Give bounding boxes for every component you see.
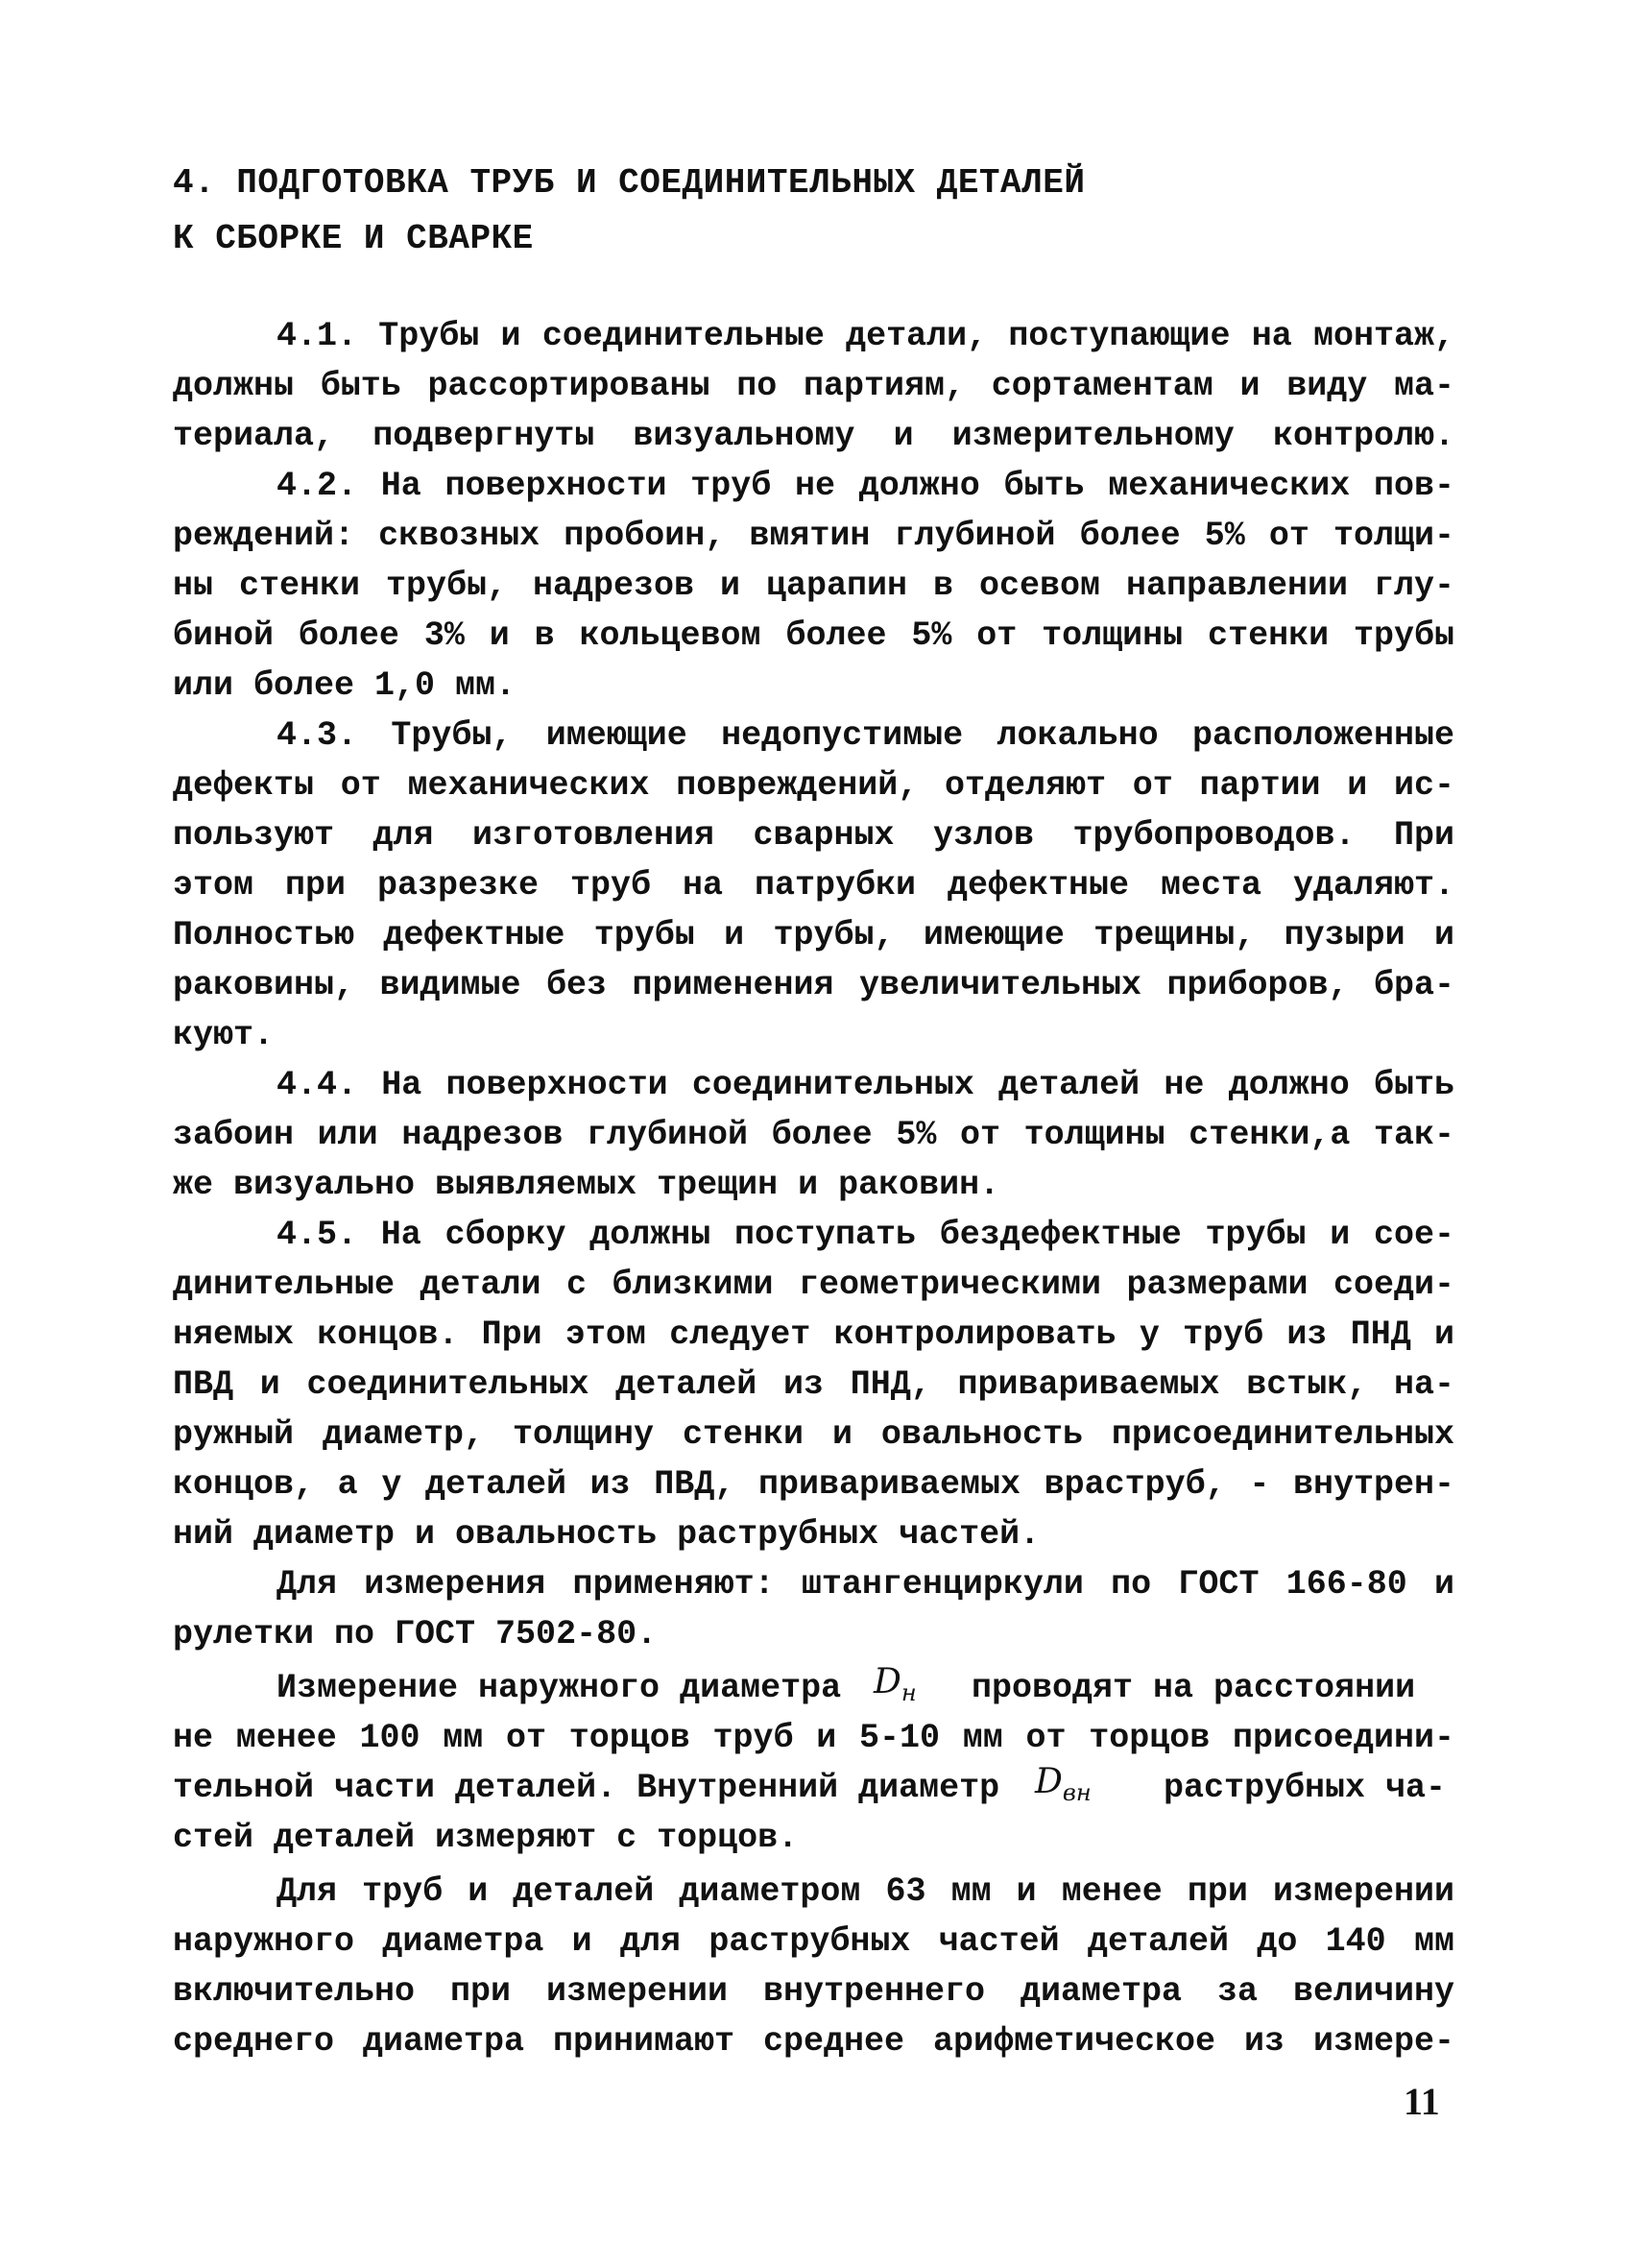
text-line: териала, подвергнуты визуальному и измерительному контролю. bbox=[173, 417, 1454, 455]
text-line: дефекты от механических повреждений, отделяют от партии и ис- bbox=[173, 766, 1454, 805]
text-line: не менее 100 мм от торцов труб и 5-10 мм от торцов присоедини- bbox=[173, 1719, 1454, 1757]
text-line: няемых концов. При этом следует контролировать у труб из ПНД и bbox=[173, 1315, 1454, 1354]
text-line: же визуально выявляемых трещин и раковин. bbox=[173, 1166, 1000, 1204]
text-line: куют. bbox=[173, 1016, 275, 1054]
text-line: ПВД и соединительных деталей из ПНД, привариваемых встык, на- bbox=[173, 1365, 1454, 1404]
text-line: биной более 3% и в кольцевом более 5% от толщины стенки трубы bbox=[173, 616, 1454, 655]
text-line: включительно при измерении внутреннего диаметра за величину bbox=[173, 1972, 1454, 2011]
symbol-subscript: н bbox=[901, 1679, 917, 1707]
outer-diameter-symbol bbox=[874, 1663, 917, 1712]
text-line bbox=[173, 1769, 999, 1807]
text-line bbox=[972, 1669, 1415, 1707]
symbol-subscript: вн bbox=[1062, 1779, 1092, 1807]
text-line: наружного диаметра и для раструбных частей деталей до 140 мм bbox=[173, 1922, 1454, 1961]
text-line: Для измерения применяют: штангенциркули по ГОСТ 166-80 и bbox=[276, 1565, 1454, 1604]
text-line: ружный диаметр, толщину стенки и овальность присоединительных bbox=[173, 1415, 1454, 1454]
text-line: 4.3. Трубы, имеющие недопустимые локально расположенные bbox=[276, 716, 1454, 755]
inner-diameter-symbol bbox=[1035, 1763, 1092, 1812]
section-heading-line-1: 4. ПОДГОТОВКА ТРУБ И СОЕДИНИТЕЛЬНЫХ ДЕТАЛЕЙ bbox=[173, 163, 1086, 203]
section-heading-line-2: К СБОРКЕ И СВАРКЕ bbox=[173, 219, 534, 258]
text-line: пользуют для изготовления сварных узлов трубопроводов. При bbox=[173, 816, 1454, 855]
text-line: динительные детали с близкими геометрическими размерами соеди- bbox=[173, 1266, 1454, 1304]
text-fragment: раструбных ча- bbox=[1164, 1769, 1447, 1807]
text-fragment: проводят на расстоянии bbox=[972, 1669, 1416, 1707]
text-line: забоин или надрезов глубиной более 5% от толщины стенки,а так- bbox=[173, 1116, 1454, 1154]
text-line: 4.1. Трубы и соединительные детали, поступающие на монтаж, bbox=[276, 317, 1454, 355]
text-line: ны стенки трубы, надрезов и царапин в осевом направлении глу- bbox=[173, 567, 1454, 605]
text-line: 4.4. На поверхности соединительных деталей не должно быть bbox=[276, 1066, 1454, 1104]
text-line: 4.2. На поверхности труб не должно быть механических пов- bbox=[276, 467, 1454, 505]
text-line: Для труб и деталей диаметром 63 мм и менее при измерении bbox=[276, 1872, 1454, 1911]
text-line: концов, а у деталей из ПВД, привариваемых враструб, - внутрен- bbox=[173, 1465, 1454, 1504]
text-line: должны быть рассортированы по партиям, сортаментам и виду ма- bbox=[173, 367, 1454, 405]
text-line: 4.5. На сборку должны поступать бездефектные трубы и сое- bbox=[276, 1216, 1454, 1254]
text-line bbox=[276, 1669, 841, 1707]
symbol-letter: D bbox=[1035, 1762, 1063, 1801]
text-fragment: Измерение наружного диаметра bbox=[276, 1669, 842, 1707]
text-line: или более 1,0 мм. bbox=[173, 666, 516, 705]
text-fragment: тельной части деталей. Внутренний диаметр bbox=[173, 1769, 1000, 1807]
text-line: реждений: сквозных пробоин, вмятин глубиной более 5% от толщи- bbox=[173, 517, 1454, 555]
text-line: раковины, видимые без применения увеличительных приборов, бра- bbox=[173, 966, 1454, 1004]
text-line: рулетки по ГОСТ 7502-80. bbox=[173, 1615, 658, 1653]
text-line: Полностью дефектные трубы и трубы, имеющие трещины, пузыри и bbox=[173, 916, 1454, 954]
text-line: ний диаметр и овальность раструбных частей. bbox=[173, 1515, 1041, 1554]
symbol-letter: D bbox=[874, 1662, 901, 1701]
page-number: 11 bbox=[1404, 2080, 1440, 2123]
text-line: стей деталей измеряют с торцов. bbox=[173, 1819, 799, 1857]
text-line: среднего диаметра принимают среднее арифметическое из измере- bbox=[173, 2022, 1454, 2061]
text-line bbox=[1164, 1769, 1446, 1807]
text-line: этом при разрезке труб на патрубки дефектные места удаляют. bbox=[173, 866, 1454, 905]
